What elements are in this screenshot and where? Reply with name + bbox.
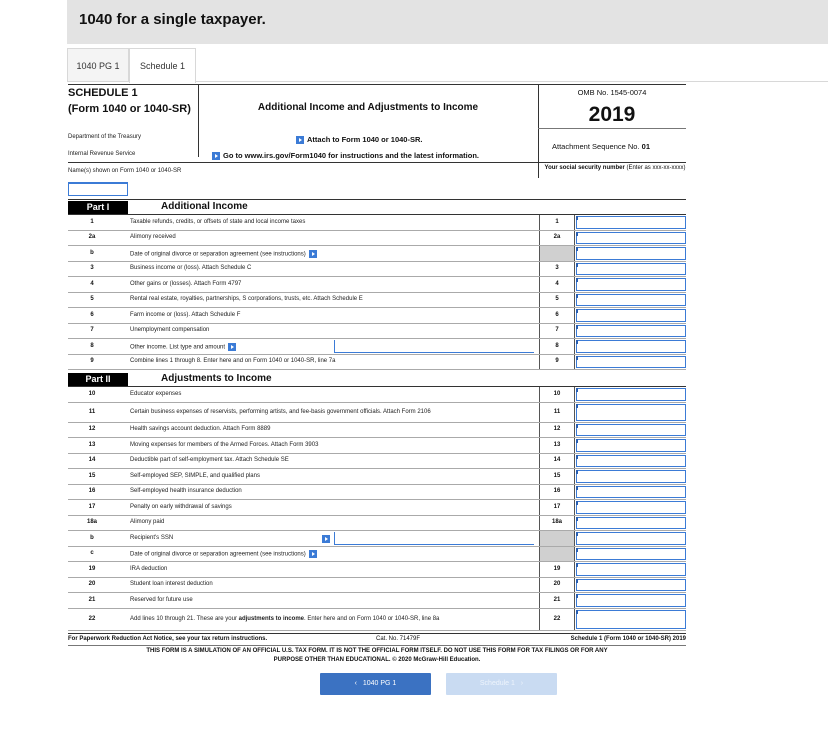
arrow-icon [212,152,220,160]
line-number: 17 [88,503,96,510]
line-box-number: 10 [539,387,575,402]
next-page-button[interactable] [446,673,557,695]
line-box-number [539,547,575,562]
line-description: Recipient's SSN [130,534,174,541]
line-description: Reserved for future use [130,596,193,603]
line-box-number: 19 [539,562,575,577]
line-box-number: 2a [539,231,575,246]
amount-input[interactable] [576,404,686,421]
form-line [68,500,686,516]
line-description: Moving expenses for members of the Armed Forces. Attach Form 3903 [130,441,319,448]
amount-input[interactable] [576,594,686,607]
line-number: 11 [88,408,96,415]
goto-instruction: Go to www.irs.gov/Form1040 for instructions and the latest information. [212,151,479,160]
form-line [68,324,686,340]
form-reference: (Form 1040 or 1040-SR) [68,103,191,115]
line-number: 5 [90,296,94,303]
ssn-input[interactable] [538,182,686,196]
line-number: 15 [88,472,96,479]
line-number: b [90,534,94,541]
line-description: Self-employed health insurance deduction [130,488,242,495]
line-number: 10 [88,390,96,397]
form-line [68,578,686,594]
simulation-notice-line-1: THIS FORM IS A SIMULATION OF AN OFFICIAL U.S. TAX FORM. IT IS NOT THE OFFICIAL FORM ITSELF. DO NOT USE THIS FORM FOR TAX FILINGS OR FOR ANY [146,648,608,654]
tab-schedule-1[interactable]: Schedule 1 [129,48,196,83]
line-description: Alimony received [130,234,176,241]
line-box-number: 3 [539,262,575,277]
line-description: Health savings account deduction. Attach Form 8889 [130,426,271,433]
line-number: 16 [88,488,96,495]
line-box-number: 9 [539,355,575,370]
line-description: Alimony paid [130,519,165,526]
amount-input[interactable] [576,216,686,229]
form-line [68,438,686,454]
line-box-number: 4 [539,277,575,292]
chevron-left-icon: ‹ [354,680,358,687]
ssn-label: Your social security number (Enter as xxx-xx-xxxx) [544,165,686,171]
next-page-label: Schedule 1 [479,680,515,687]
line-description: Add lines 10 through 21. These are your adjustments to income. Enter here and on Form 1040 or 1040-SR, line 8a [130,615,440,622]
amount-input[interactable] [576,548,686,561]
form-line [68,355,686,371]
amount-input[interactable] [576,455,686,468]
form-line [68,262,686,278]
amount-input[interactable] [576,340,686,353]
other-income-type-input[interactable] [334,340,534,353]
amount-input[interactable] [576,388,686,401]
line-box-number: 1 [539,215,575,230]
names-label: Name(s) shown on Form 1040 or 1040-SR [68,168,182,174]
amount-input[interactable] [576,579,686,592]
line-description: Combine lines 1 through 8. Enter here and on Form 1040 or 1040-SR, line 7a [130,358,336,365]
arrow-icon [309,550,317,558]
form-line [68,516,686,532]
arrow-icon [309,250,317,258]
paperwork-notice: For Paperwork Reduction Act Notice, see your tax return instructions. [68,636,268,642]
schedule-1-form [68,84,686,663]
part-1-title: Additional Income [161,201,248,212]
form-line [68,593,686,609]
irs-label: Internal Revenue Service [68,151,136,157]
line-description: Taxable refunds, credits, or offsets of state and local income taxes [130,218,306,225]
line-description: Unemployment compensation [130,327,210,334]
arrow-icon [322,535,330,543]
line-number: 13 [88,441,96,448]
attach-instruction: Attach to Form 1040 or 1040-SR. [296,135,422,144]
form-line [68,469,686,485]
chevron-right-icon: › [520,680,524,687]
line-description: Student loan interest deduction [130,581,213,588]
department-label: Department of the Treasury [68,134,142,140]
line-box-number: 12 [539,423,575,438]
line-number: 19 [88,565,96,572]
line-number: 20 [88,581,96,588]
amount-input[interactable] [576,610,686,629]
line-number: 2a [88,234,96,241]
form-line [68,531,686,547]
line-box-number: 8 [539,339,575,354]
line-description: Self-employed SEP, SIMPLE, and qualified plans [130,472,260,479]
line-description: Educator expenses [130,390,182,397]
line-description: Date of original divorce or separation agreement (see instructions) [130,250,320,258]
arrow-icon [228,343,236,351]
form-line [68,277,686,293]
amount-input[interactable] [576,232,686,245]
line-description: Other income. List type and amount [130,343,239,351]
form-line [68,423,686,439]
line-box-number [539,246,575,261]
line-box-number: 7 [539,324,575,339]
form-footer-id: Schedule 1 (Form 1040 or 1040-SR) 2019 [570,636,686,642]
line-number: 4 [90,280,94,287]
line-box-number: 13 [539,438,575,453]
line-number: b [90,249,94,256]
amount-input[interactable] [576,470,686,483]
line-box-number: 22 [539,609,575,630]
line-description: Date of original divorce or separation agreement (see instructions) [130,550,320,558]
form-line [68,547,686,563]
line-number: 12 [88,426,96,433]
amount-input[interactable] [576,501,686,514]
line-number: 22 [88,615,96,622]
line-number: 9 [90,358,94,365]
line-box-number [539,531,575,546]
amount-input[interactable] [576,356,686,369]
form-line [68,339,686,355]
amount-input[interactable] [576,486,686,499]
form-line [68,403,686,423]
form-title: Additional Income and Adjustments to Income [257,102,479,113]
line-box-number: 5 [539,293,575,308]
name-input[interactable] [68,182,128,196]
form-line [68,609,686,631]
line-box-number: 14 [539,454,575,469]
form-line [68,454,686,470]
line-number: 14 [88,457,96,464]
page-title: 1040 for a single taxpayer. [79,11,266,28]
line-description: Farm income or (loss). Attach Schedule F [130,311,241,318]
line-number: 3 [90,265,94,272]
line-number: 1 [90,218,94,225]
tab-bar [67,48,828,82]
line-box-number: 15 [539,469,575,484]
amount-input[interactable] [576,424,686,437]
amount-input[interactable] [576,517,686,530]
line-description: Deductible part of self-employment tax. Attach Schedule SE [130,457,289,464]
line-box-number: 11 [539,403,575,422]
form-line [68,215,686,231]
tax-year: 2019 [588,103,636,126]
line-number: c [90,550,94,557]
line-box-number: 6 [539,308,575,323]
line-box-number: 21 [539,593,575,608]
previous-page-button[interactable] [320,673,431,695]
form-line [68,293,686,309]
part-1-label: Part I [68,201,128,214]
amount-input[interactable] [576,563,686,576]
line-box-number: 16 [539,485,575,500]
amount-input[interactable] [576,294,686,307]
part-2-title: Adjustments to Income [161,373,272,384]
line-description: Certain business expenses of reservists, performing artists, and fee-basis government officials. Attach Form 2106 [130,408,431,415]
amount-input[interactable] [576,532,686,545]
previous-page-label: 1040 PG 1 [362,680,397,687]
amount-input[interactable] [576,247,686,260]
page-header [67,0,828,44]
omb-number: OMB No. 1545-0074 [577,88,647,97]
line-box-number: 17 [539,500,575,515]
amount-input[interactable] [576,325,686,338]
amount-input[interactable] [576,278,686,291]
part-2-label: Part II [68,373,128,386]
form-line [68,387,686,403]
schedule-label: SCHEDULE 1 [68,87,138,99]
form-line [68,562,686,578]
amount-input[interactable] [576,263,686,276]
line-description: Penalty on early withdrawal of savings [130,503,232,510]
amount-input[interactable] [576,439,686,452]
recipient-ssn-input[interactable] [334,532,534,545]
line-number: 7 [90,327,94,334]
form-line [68,231,686,247]
amount-input[interactable] [576,309,686,322]
line-description: Rental real estate, royalties, partnerships, S corporations, trusts, etc. Attach Schedule E [130,296,363,303]
line-description: Other gains or (losses). Attach Form 4797 [130,280,242,287]
form-line [68,485,686,501]
form-line [68,308,686,324]
form-line [68,246,686,262]
line-number: 21 [88,596,96,603]
line-box-number: 20 [539,578,575,593]
line-number: 6 [90,311,94,318]
line-description: Business income or (loss). Attach Schedule C [130,265,252,272]
line-description: IRA deduction [130,565,168,572]
line-number: 8 [90,342,94,349]
tab-1040-pg1[interactable]: 1040 PG 1 [67,48,129,81]
line-box-number: 18a [539,516,575,531]
catalog-number: Cat. No. 71479F [376,636,421,642]
attachment-sequence: Attachment Sequence No. 01 [552,142,650,151]
simulation-notice-line-2: PURPOSE OTHER THAN EDUCATIONAL. © 2020 McGraw-Hill Education. [273,657,481,663]
line-number: 18a [86,519,97,526]
arrow-icon [296,136,304,144]
